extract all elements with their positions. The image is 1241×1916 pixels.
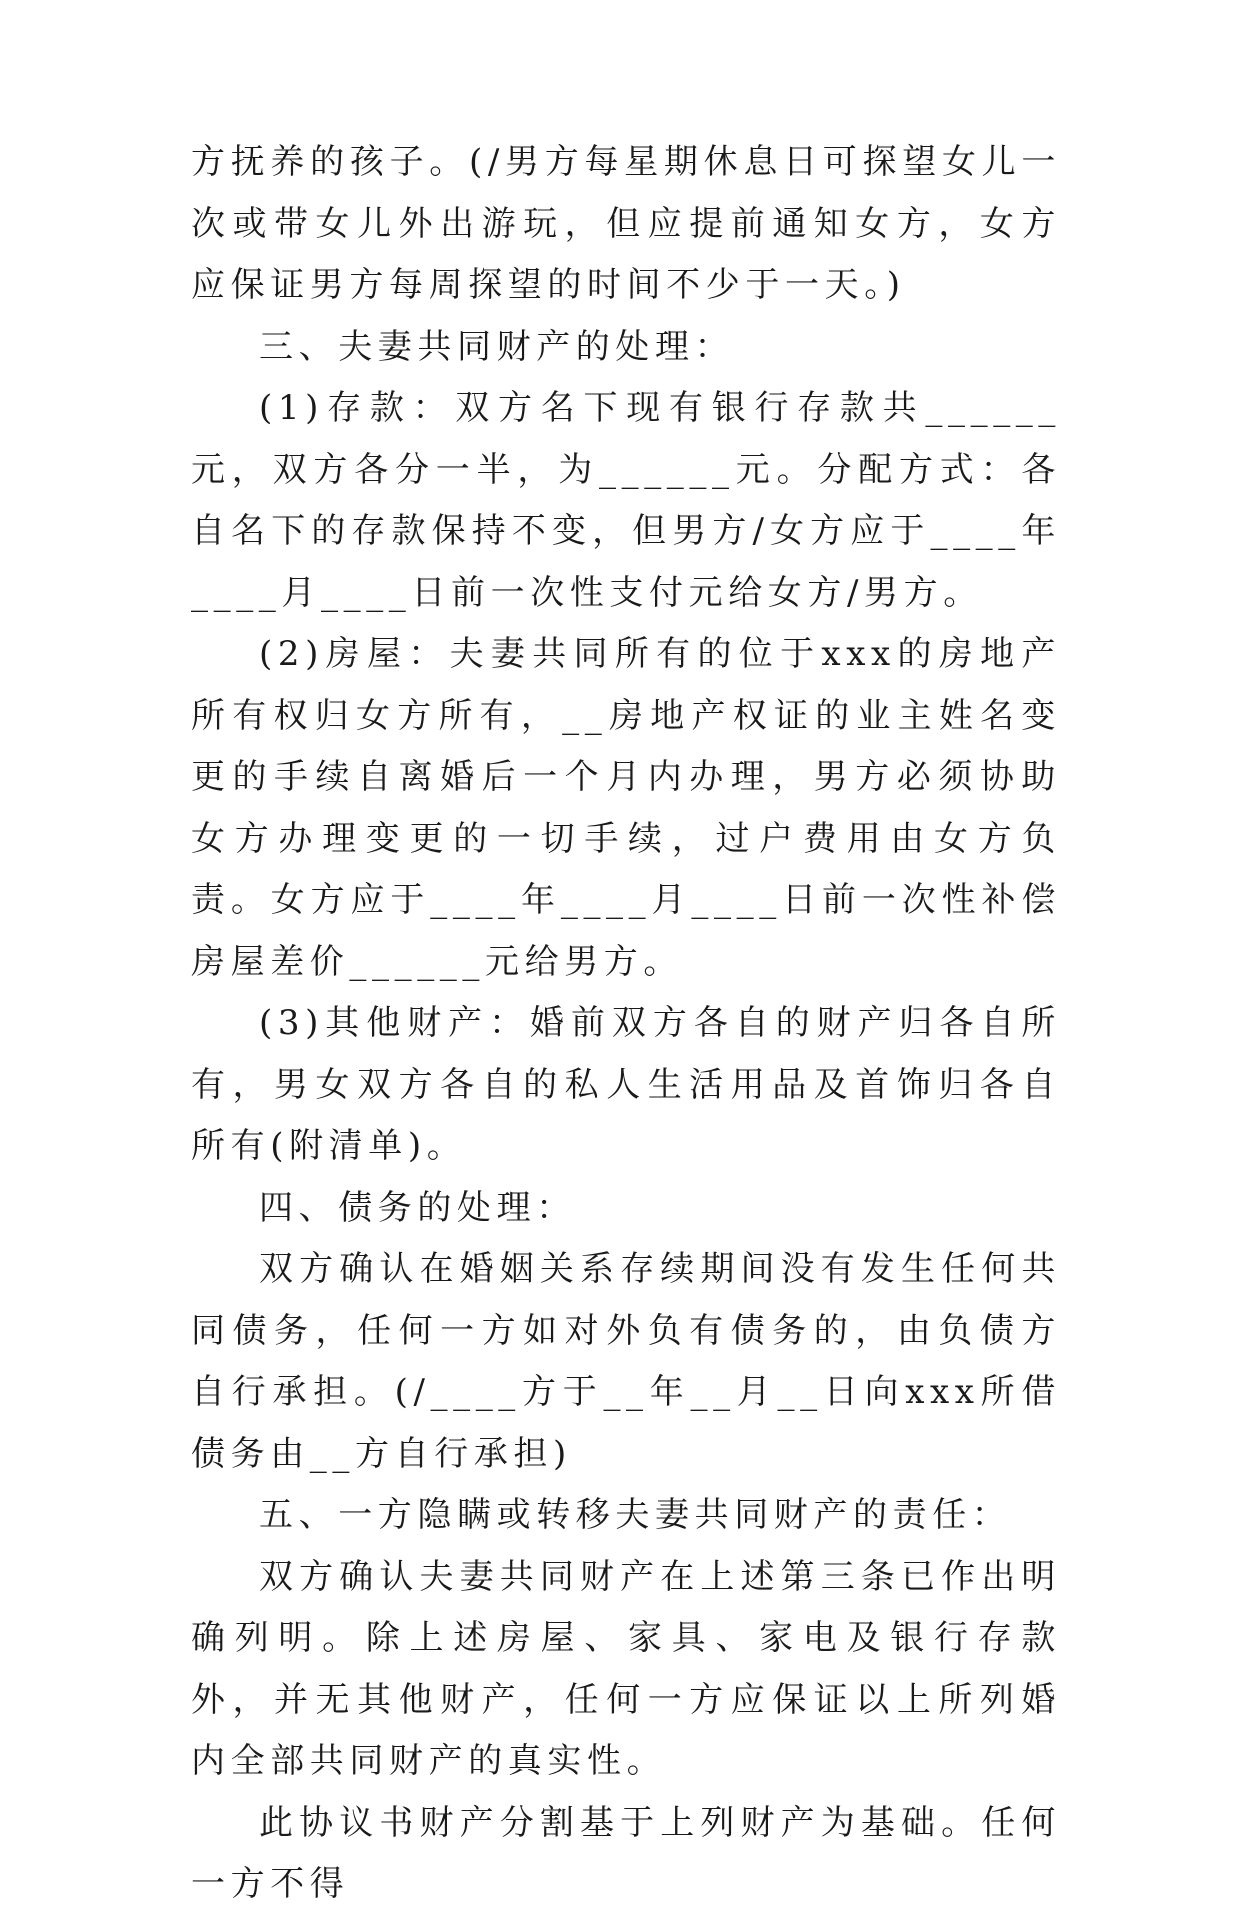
paragraph-debts: 双方确认在婚姻关系存续期间没有发生任何共同债务，任何一方如对外负有债务的，由负债方自行承担。(/____方于__年__月__日向xxx所借债务由__方自行承担) [191, 1249, 1061, 1474]
paragraph-other-property: (3)其他财产：婚前双方各自的财产归各自所有，男女双方各自的私人生活用品及首饰归各自所有(附清单)。 [191, 1003, 1061, 1166]
paragraph-child-custody-continued: 方抚养的孩子。(/男方每星期休息日可探望女儿一次或带女儿外出游玩，但应提前通知女方，女方应保证男方每周探望的时间不少于一天。) [191, 142, 1061, 305]
heading-section-four-debts: 四、债务的处理： [259, 1187, 576, 1228]
paragraph-housing: (2)房屋：夫妻共同所有的位于xxx的房地产所有权归女方所有，__房地产权证的业主姓名变更的手续自离婚后一个月内办理，男方必须协助女方办理变更的一切手续，过户费用由女方负责。女方应于____年____月____日前一次性补偿房屋差价______元给男方。 [191, 634, 1061, 982]
heading-section-five-concealment: 五、一方隐瞒或转移夫妻共同财产的责任： [259, 1495, 1012, 1535]
paragraph-agreement-basis: 此协议书财产分割基于上列财产为基础。任何一方不得 [191, 1802, 1061, 1904]
heading-section-three-property: 三、夫妻共同财产的处理： [259, 326, 735, 367]
document-body [191, 132, 1061, 1916]
paragraph-property-confirmation: 双方确认夫妻共同财产在上述第三条已作出明确列明。除上述房屋、家具、家电及银行存款外，并无其他财产，任何一方应保证以上所列婚内全部共同财产的真实性。 [191, 1556, 1061, 1781]
paragraph-deposits: (1)存款：双方名下现有银行存款共______元，双方各分一半，为______元。分配方式：各自名下的存款保持不变，但男方/女方应于____年____月____日前一次性支付元给女方/男方。 [191, 388, 1061, 613]
